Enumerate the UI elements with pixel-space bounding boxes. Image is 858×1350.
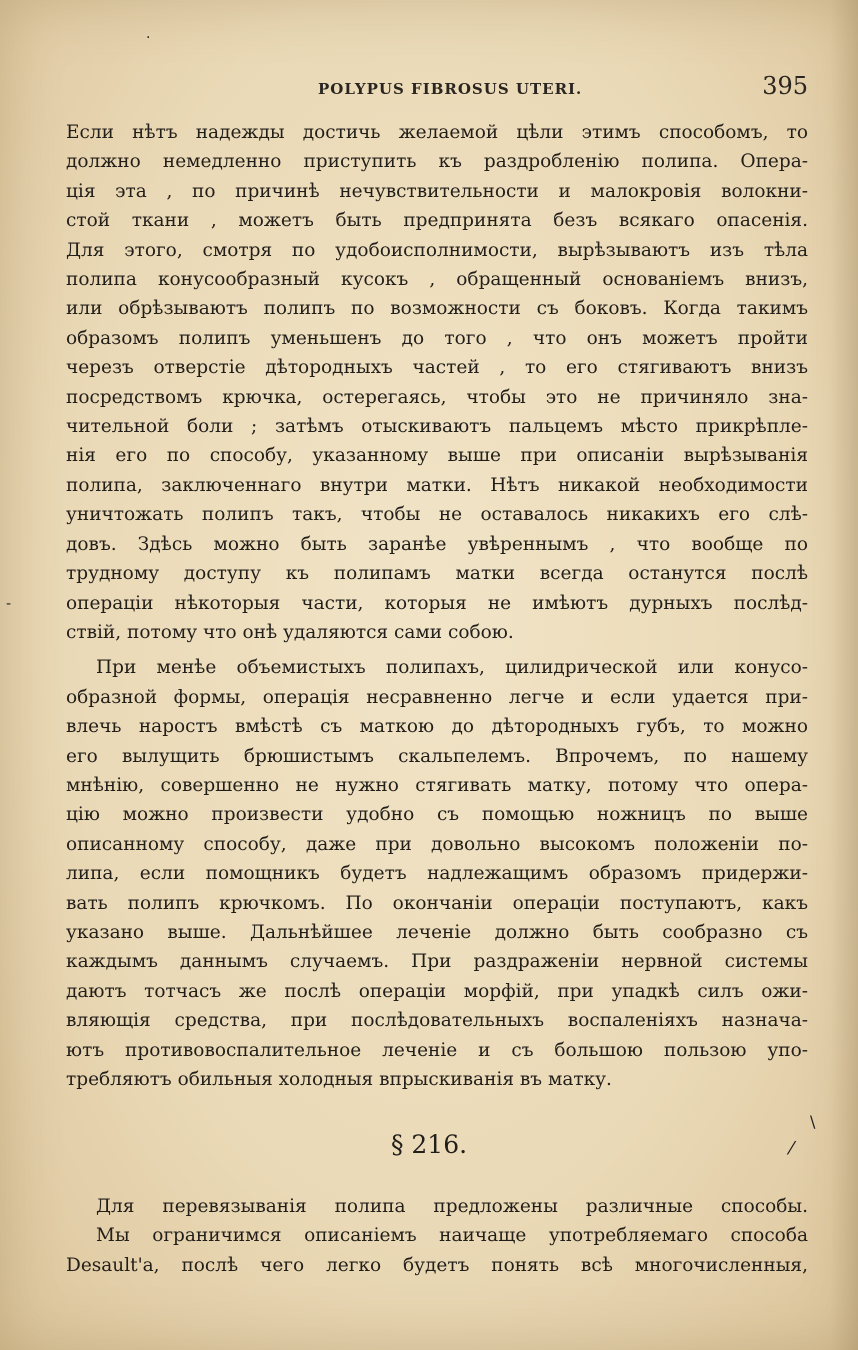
text-line: трудному доступу къ полипамъ матки всегда останутся послѣ	[66, 563, 808, 585]
paragraph-1	[66, 118, 808, 647]
text-line: При менѣе объемистыхъ полипахъ, цилидрической или конусо-	[96, 657, 808, 679]
text-line: Мы ограничимся описаніемъ наичаще употребляемаго способа	[96, 1225, 808, 1247]
section-text	[66, 1192, 808, 1280]
text-line: довъ. Здѣсь можно быть заранѣе увѣреннымъ , что вообще по	[66, 533, 808, 555]
text-line: полипа конусообразный кусокъ , обращенный основаніемъ внизъ,	[66, 269, 808, 291]
text-line: посредствомъ крючка, остерегаясь, чтобы это не причиняло зна-	[66, 386, 808, 408]
text-line: должно немедленно приступить къ раздробленію полипа. Опера-	[66, 151, 808, 173]
text-line: стой ткани , можетъ быть предпринята безъ всякаго опасенія.	[66, 210, 808, 232]
text-line: уничтожать полипъ такъ, чтобы не оставалось никакихъ его слѣ-	[66, 504, 808, 526]
text-line: даютъ тотчасъ же послѣ операціи морфій, при упадкѣ силъ ожи-	[66, 980, 808, 1002]
text-line: Desault'а, послѣ чего легко будетъ понять всѣ многочисленныя,	[66, 1254, 808, 1276]
margin-tick: \	[810, 1112, 816, 1131]
text-line: Если нѣтъ надежды достичь желаемой цѣли этимъ способомъ, то	[66, 122, 808, 143]
page-header	[68, 72, 808, 106]
text-line: цію можно произвести удобно съ помощью ножницъ по выше	[66, 804, 808, 826]
text-line: липа, если помощникъ будетъ надлежащимъ образомъ придержи-	[66, 863, 808, 885]
text-line: вать полипъ крючкомъ. По окончаніи операціи поступаютъ, какъ	[66, 892, 808, 914]
text-line: ютъ противовоспалительное леченіе и съ большою пользою упо-	[66, 1039, 808, 1061]
text-line: влечь наростъ вмѣстѣ съ маткою до дѣтородныхъ губъ, то можно	[66, 716, 808, 738]
text-line: нія его по способу, указанному выше при описаніи вырѣзыванія	[66, 445, 808, 467]
paragraph-3	[66, 1192, 808, 1280]
text-line: Для перевязыванія полипа предложены различные способы.	[96, 1196, 808, 1217]
text-line: требляютъ обильныя холодныя впрыскиванія въ матку.	[66, 1069, 612, 1090]
text-line: ція эта , по причинѣ нечувствительности и малокровія волокни-	[66, 180, 808, 202]
text-line: чительной боли ; затѣмъ отыскиваютъ пальцемъ мѣсто прикрѣпле-	[66, 416, 808, 438]
text-line: черезъ отверстіе дѣтородныхъ частей , то его стягиваютъ внизъ	[66, 357, 808, 379]
margin-mark: ⁄	[790, 1138, 794, 1159]
text-line: полипа, заключеннаго внутри матки. Нѣтъ никакой необходимости	[66, 474, 808, 496]
text-line: каждымъ даннымъ случаемъ. При раздраженіи нервной системы	[66, 951, 808, 973]
text-line: мнѣнію, совершенно не нужно стягивать матку, потому что опера-	[66, 774, 808, 796]
text-line: Для этого, смотря по удобоисполнимости, вырѣзываютъ изъ тѣла	[66, 239, 808, 261]
print-speck: ·	[146, 30, 151, 46]
running-title: POLYPUS FIBROSUS UTERI.	[318, 80, 583, 98]
text-line: ствій, потому что онѣ удаляются сами собою.	[66, 621, 514, 643]
section-heading	[0, 1130, 858, 1159]
paragraph-2	[66, 653, 808, 1094]
text-line: или обрѣзываютъ полипъ по возможности съ боковъ. Когда такимъ	[66, 298, 808, 320]
main-text	[66, 118, 808, 1094]
text-line: операціи нѣкоторыя части, которыя не имѣютъ дурныхъ послѣд-	[66, 592, 808, 614]
text-line: его вылущить брюшистымъ скальпелемъ. Впрочемъ, по нашему	[66, 745, 808, 767]
text-line: вляющія средства, при послѣдовательныхъ воспаленіяхъ назнача-	[66, 1010, 808, 1032]
text-line: указано выше. Дальнѣйшее леченіе должно быть сообразно съ	[66, 921, 808, 943]
page-number: 395	[762, 72, 808, 100]
section-number: § 216.	[390, 1130, 468, 1159]
text-line: описанному способу, даже при довольно высокомъ положеніи по-	[66, 833, 808, 855]
text-line: образной формы, операція несравненно легче и если удается при-	[66, 686, 808, 708]
margin-dash: -	[6, 596, 12, 612]
text-line: образомъ полипъ уменьшенъ до того , что онъ можетъ пройти	[66, 327, 808, 349]
